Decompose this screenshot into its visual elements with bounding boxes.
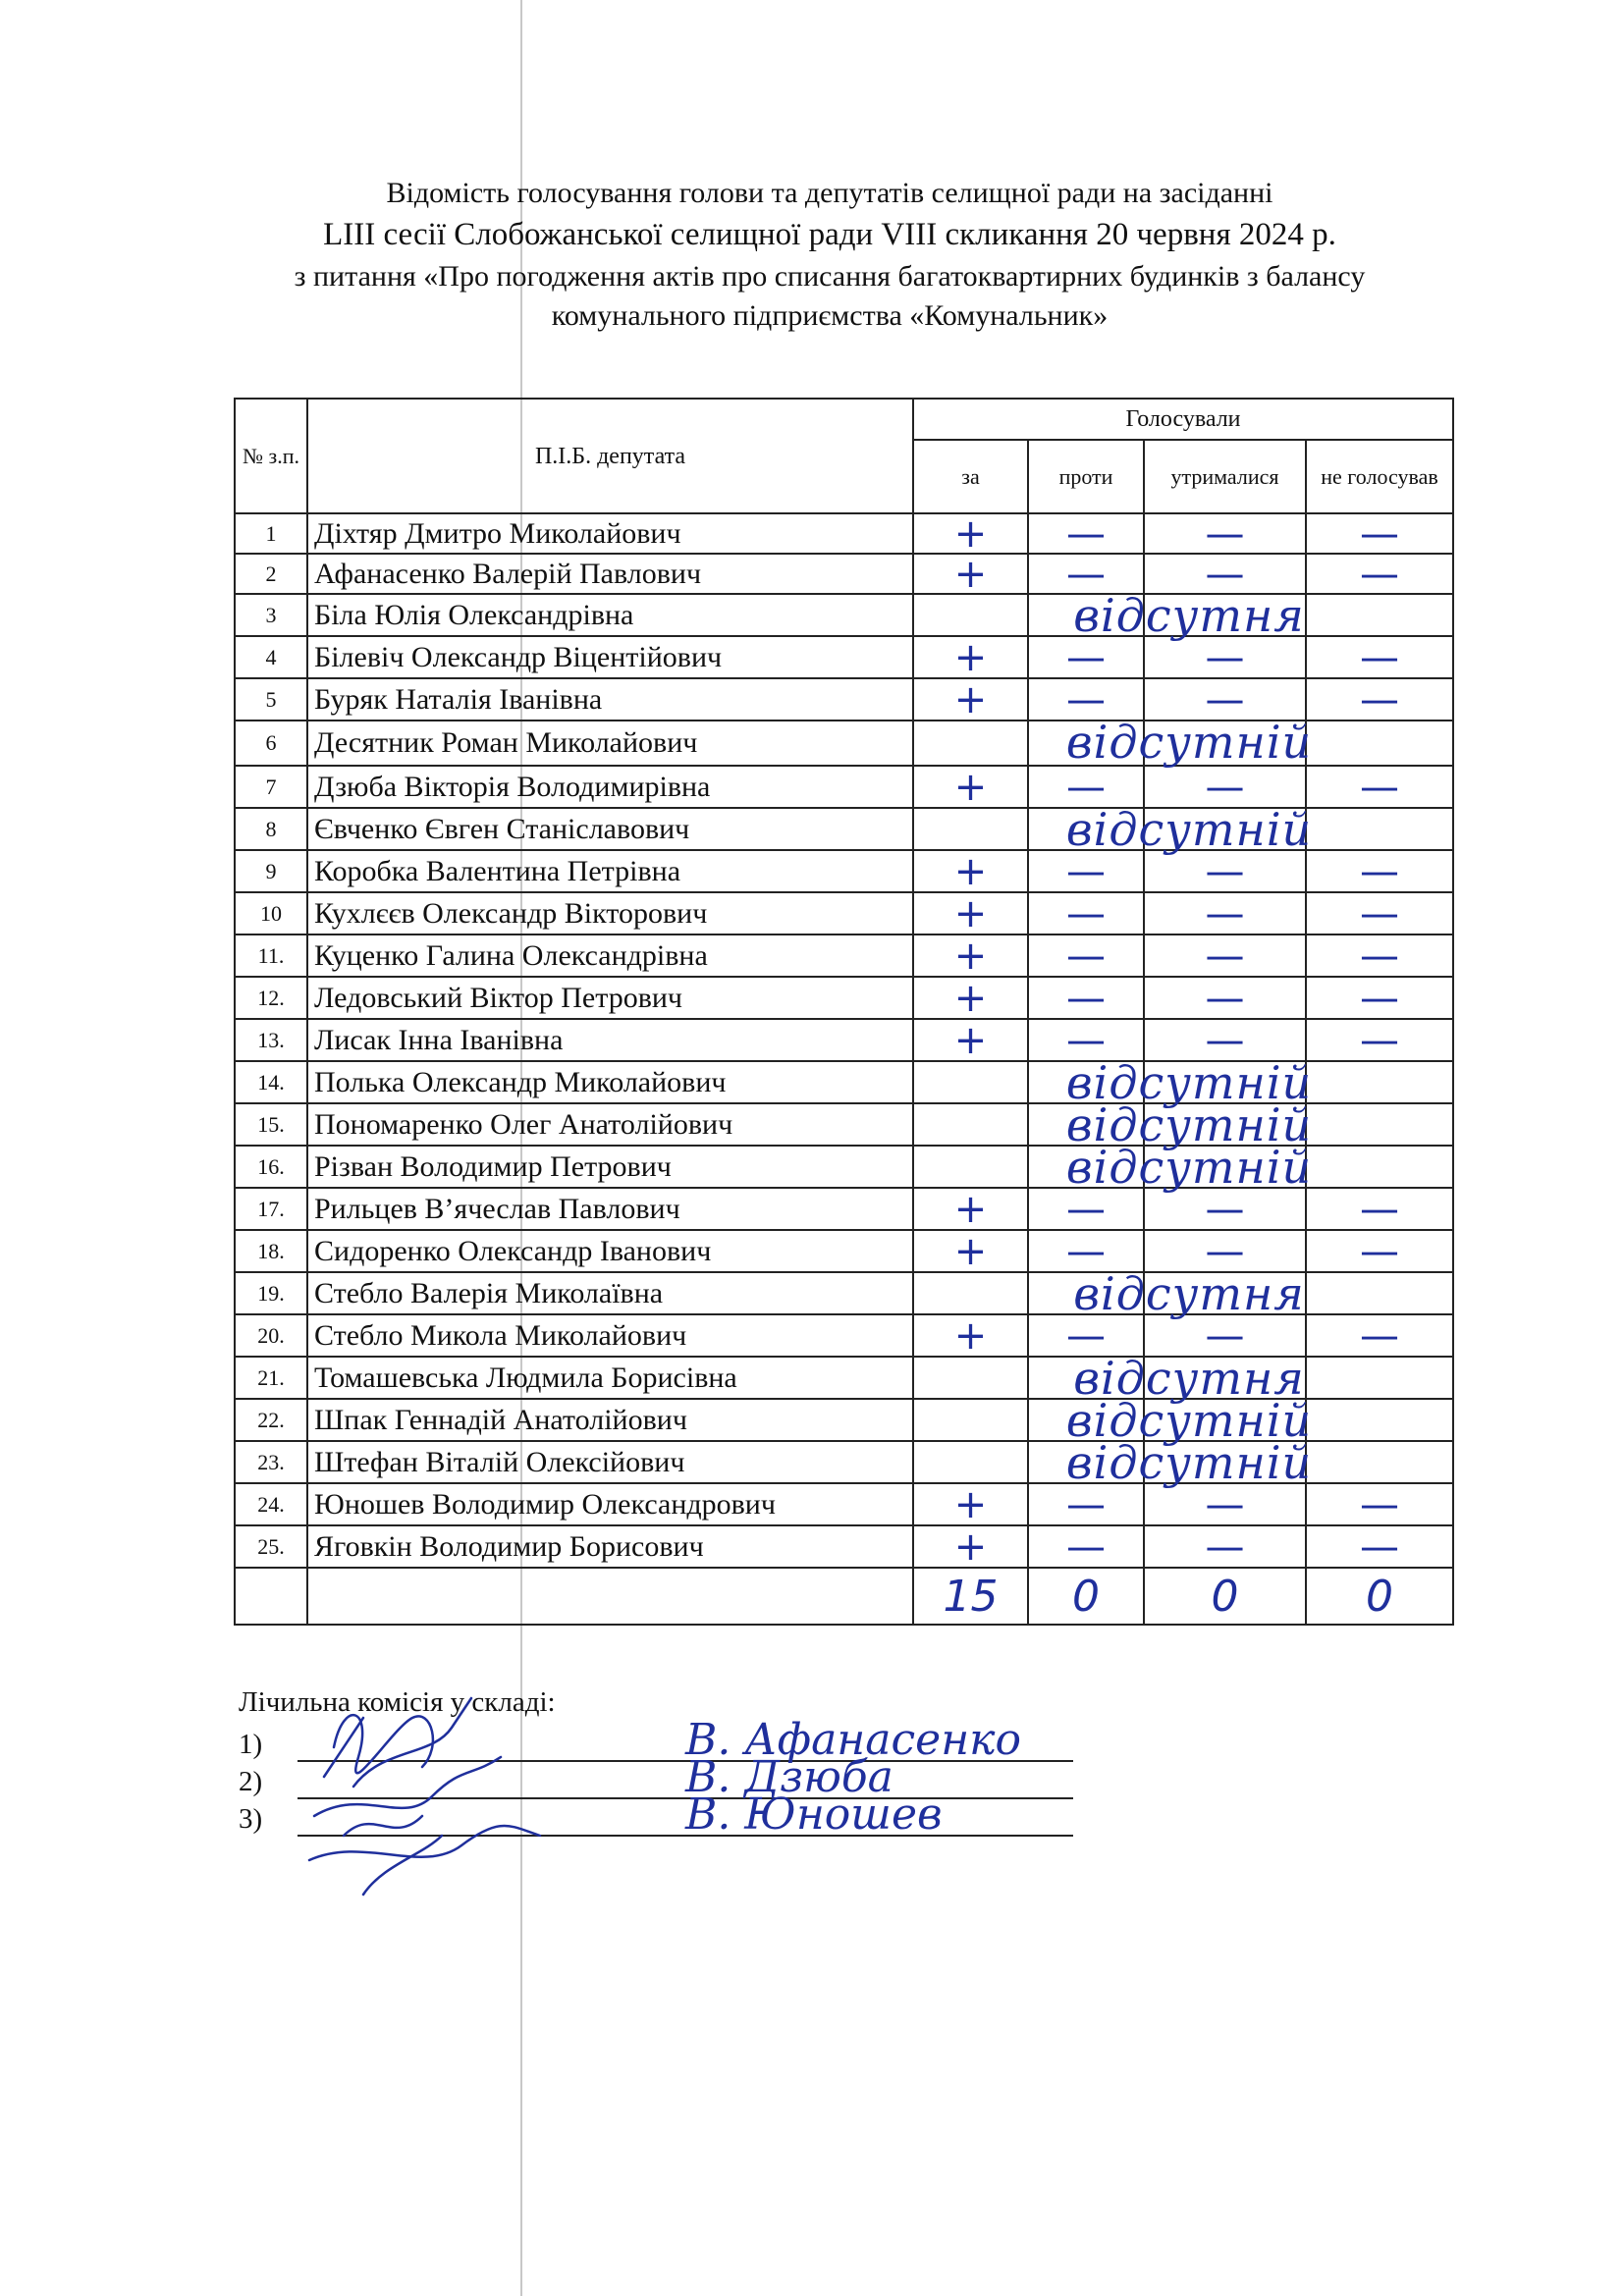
table-row xyxy=(235,1272,1453,1314)
deputy-name: Лисак Інна Іванівна xyxy=(307,1019,913,1061)
vote-mark-for: + xyxy=(953,764,988,810)
table-row xyxy=(235,1230,1453,1272)
row-number: 16. xyxy=(235,1146,307,1188)
vote-mark-notvoted: — xyxy=(1360,1312,1399,1359)
table-row xyxy=(235,1525,1453,1568)
member-handwritten-name: В. Афанасенко xyxy=(685,1715,1021,1765)
vote-mark-abstain: — xyxy=(1205,1186,1245,1232)
table-row xyxy=(235,1188,1453,1230)
signature-1-stroke xyxy=(324,1698,471,1787)
vote-mark-against: — xyxy=(1066,1481,1106,1527)
totals-empty-num xyxy=(235,1568,307,1625)
row-number: 2 xyxy=(235,554,307,594)
deputy-name: Афанасенко Валерій Павлович xyxy=(307,554,913,594)
commission-title: Лічильна комісія у складі: xyxy=(239,1686,556,1718)
vote-mark-abstain: — xyxy=(1205,676,1245,722)
signature-2 xyxy=(314,1757,501,1816)
vote-mark-notvoted: — xyxy=(1360,764,1399,810)
member-handwritten-name: В. Дзюба xyxy=(685,1752,893,1802)
row-number: 23. xyxy=(235,1441,307,1483)
row-number: 14. xyxy=(235,1061,307,1103)
vote-mark-against: — xyxy=(1066,1312,1106,1359)
vote-mark-against: — xyxy=(1066,510,1106,557)
vote-mark-notvoted: — xyxy=(1360,551,1399,597)
table-row xyxy=(235,1441,1453,1483)
table-row xyxy=(235,513,1453,554)
row-number: 22. xyxy=(235,1399,307,1441)
row-number: 12. xyxy=(235,977,307,1019)
deputy-name: Білевіч Олександр Віцентійович xyxy=(307,636,913,678)
deputy-name: Сидоренко Олександр Іванович xyxy=(307,1230,913,1272)
vote-mark-notvoted: — xyxy=(1360,848,1399,894)
totals-empty-name xyxy=(307,1568,913,1625)
table-row xyxy=(235,721,1453,766)
vote-mark-abstain: — xyxy=(1205,848,1245,894)
table-row xyxy=(235,850,1453,892)
table-row xyxy=(235,766,1453,808)
member-handwritten-name: В. Юношев xyxy=(685,1789,943,1840)
header-name: П.І.Б. депутата xyxy=(307,399,913,513)
vote-mark-notvoted: — xyxy=(1360,933,1399,979)
vote-mark-notvoted: — xyxy=(1360,1481,1399,1527)
row-number: 6 xyxy=(235,721,307,766)
vote-mark-for: + xyxy=(953,510,988,557)
row-number: 9 xyxy=(235,850,307,892)
table-row xyxy=(235,1019,1453,1061)
vote-mark-for: + xyxy=(953,676,988,722)
vote-mark-against: — xyxy=(1066,1228,1106,1274)
absent-mark: відсутній xyxy=(1065,1056,1313,1109)
row-number: 25. xyxy=(235,1525,307,1568)
header-against: проти xyxy=(1028,440,1144,513)
vote-mark-for: + xyxy=(953,1186,988,1232)
document-header xyxy=(196,175,1463,336)
deputy-name: Яговкін Володимир Борисович xyxy=(307,1525,913,1568)
deputy-name: Томашевська Людмила Борисівна xyxy=(307,1357,913,1399)
vote-mark-abstain: — xyxy=(1205,1481,1245,1527)
deputy-name: Куценко Галина Олександрівна xyxy=(307,934,913,977)
vote-mark-notvoted: — xyxy=(1360,1017,1399,1063)
header-line-4: комунального підприємства «Комунальник» xyxy=(551,299,1109,332)
signature-2-stroke xyxy=(344,1816,422,1836)
header-line-3: з питання «Про погодження актів про списання багатоквартирних будинків з балансу xyxy=(294,260,1366,293)
deputy-name: Рильцев В’ячеслав Павлович xyxy=(307,1188,913,1230)
table-row xyxy=(235,808,1453,850)
totals-row xyxy=(235,1568,1453,1625)
row-number: 3 xyxy=(235,594,307,636)
vote-mark-for: + xyxy=(953,634,988,680)
table-row xyxy=(235,1357,1453,1399)
vote-mark-for: + xyxy=(953,1481,988,1527)
table-row xyxy=(235,594,1453,636)
row-number: 20. xyxy=(235,1314,307,1357)
deputy-name: Діхтяр Дмитро Миколайович xyxy=(307,513,913,554)
vote-mark-against: — xyxy=(1066,676,1106,722)
deputy-name: Стебло Микола Миколайович xyxy=(307,1314,913,1357)
table-row xyxy=(235,1146,1453,1188)
deputy-name: Дзюба Вікторія Володимирівна xyxy=(307,766,913,808)
vote-mark-for: + xyxy=(953,890,988,936)
table-row xyxy=(235,1483,1453,1525)
header-voted: Голосували xyxy=(913,399,1453,440)
deputy-name: Біла Юлія Олександрівна xyxy=(307,594,913,636)
row-number: 10 xyxy=(235,892,307,934)
header-line-2: LIII сесії Слобожанської селищної ради VIII скликання 20 червня 2024 р. xyxy=(323,217,1336,252)
deputy-name: Євченко Євген Станіславович xyxy=(307,808,913,850)
vote-mark-against: — xyxy=(1066,933,1106,979)
commission-index: 1) xyxy=(239,1729,263,1760)
row-number: 21. xyxy=(235,1357,307,1399)
deputy-name: Буряк Наталія Іванівна xyxy=(307,678,913,721)
table-row xyxy=(235,934,1453,977)
vote-mark-abstain: — xyxy=(1205,890,1245,936)
vote-mark-abstain: — xyxy=(1205,1017,1245,1063)
vote-mark-notvoted: — xyxy=(1360,890,1399,936)
voting-table xyxy=(234,398,1454,1626)
absent-mark: відсутній xyxy=(1065,803,1313,856)
vote-mark-abstain: — xyxy=(1205,551,1245,597)
voting-rows xyxy=(235,510,1453,1570)
vote-mark-against: — xyxy=(1066,975,1106,1021)
deputy-name: Стебло Валерія Миколаївна xyxy=(307,1272,913,1314)
vote-mark-for: + xyxy=(953,1228,988,1274)
vote-mark-against: — xyxy=(1066,848,1106,894)
header-abstain: утрималися xyxy=(1144,440,1306,513)
vote-mark-against: — xyxy=(1066,1523,1106,1570)
deputy-name: Десятник Роман Миколайович xyxy=(307,721,913,766)
total-notvoted: 0 xyxy=(1366,1571,1393,1622)
commission-index: 3) xyxy=(239,1803,263,1835)
table-row xyxy=(235,892,1453,934)
vote-mark-abstain: — xyxy=(1205,634,1245,680)
table-row xyxy=(235,1061,1453,1103)
row-number: 5 xyxy=(235,678,307,721)
header-for: за xyxy=(913,440,1028,513)
table-row xyxy=(235,636,1453,678)
signature-1 xyxy=(334,1715,433,1773)
vote-mark-for: + xyxy=(953,848,988,894)
row-number: 1 xyxy=(235,513,307,554)
table-row xyxy=(235,554,1453,594)
signature-3 xyxy=(309,1826,540,1860)
vote-mark-abstain: — xyxy=(1205,764,1245,810)
deputy-name: Різван Володимир Петрович xyxy=(307,1146,913,1188)
absent-mark: відсутній xyxy=(1065,1394,1313,1447)
vote-mark-for: + xyxy=(953,975,988,1021)
absent-mark: відсутній xyxy=(1065,1141,1313,1194)
absent-mark: відсутня xyxy=(1073,1267,1305,1320)
vote-mark-notvoted: — xyxy=(1360,1523,1399,1570)
vote-mark-notvoted: — xyxy=(1360,676,1399,722)
vote-mark-against: — xyxy=(1066,764,1106,810)
vote-mark-notvoted: — xyxy=(1360,634,1399,680)
vote-mark-against: — xyxy=(1066,890,1106,936)
signature-3-stroke xyxy=(363,1836,442,1895)
deputy-name: Ледовський Віктор Петрович xyxy=(307,977,913,1019)
absent-mark: відсутня xyxy=(1073,589,1305,642)
vote-mark-against: — xyxy=(1066,634,1106,680)
absent-mark: відсутня xyxy=(1073,1352,1305,1405)
row-number: 15. xyxy=(235,1103,307,1146)
row-number: 18. xyxy=(235,1230,307,1272)
vote-mark-abstain: — xyxy=(1205,510,1245,557)
deputy-name: Полька Олександр Миколайович xyxy=(307,1061,913,1103)
signature-scribbles xyxy=(304,1688,560,1914)
vote-mark-for: + xyxy=(953,1017,988,1063)
deputy-name: Коробка Валентина Петрівна xyxy=(307,850,913,892)
row-number: 7 xyxy=(235,766,307,808)
row-number: 19. xyxy=(235,1272,307,1314)
vote-mark-abstain: — xyxy=(1205,1312,1245,1359)
vote-mark-notvoted: — xyxy=(1360,975,1399,1021)
table-row xyxy=(235,1399,1453,1441)
vote-mark-abstain: — xyxy=(1205,1228,1245,1274)
absent-mark: відсутній xyxy=(1065,716,1313,769)
vote-mark-against: — xyxy=(1066,1186,1106,1232)
row-number: 17. xyxy=(235,1188,307,1230)
vote-mark-against: — xyxy=(1066,551,1106,597)
absent-mark: відсутній xyxy=(1065,1436,1313,1489)
deputy-name: Кухлєєв Олександр Вікторович xyxy=(307,892,913,934)
total-for: 15 xyxy=(943,1571,999,1622)
row-number: 11. xyxy=(235,934,307,977)
vote-mark-for: + xyxy=(953,1312,988,1359)
vote-mark-against: — xyxy=(1066,1017,1106,1063)
header-num: № з.п. xyxy=(235,399,307,513)
vote-mark-for: + xyxy=(953,551,988,597)
total-against: 0 xyxy=(1072,1571,1100,1622)
vote-mark-notvoted: — xyxy=(1360,1228,1399,1274)
row-number: 4 xyxy=(235,636,307,678)
row-number: 24. xyxy=(235,1483,307,1525)
vote-mark-for: + xyxy=(953,1523,988,1570)
table-row xyxy=(235,977,1453,1019)
total-abstain: 0 xyxy=(1211,1571,1239,1622)
deputy-name: Шпак Геннадій Анатолійович xyxy=(307,1399,913,1441)
table-row xyxy=(235,678,1453,721)
header-line-1: Відомість голосування голови та депутатів селищної ради на засіданні xyxy=(386,177,1273,209)
row-number: 13. xyxy=(235,1019,307,1061)
vote-mark-abstain: — xyxy=(1205,933,1245,979)
vote-mark-notvoted: — xyxy=(1360,510,1399,557)
vote-mark-for: + xyxy=(953,933,988,979)
header-notvoted: не голосував xyxy=(1306,440,1453,513)
commission-index: 2) xyxy=(239,1766,263,1797)
row-number: 8 xyxy=(235,808,307,850)
deputy-name: Штефан Віталій Олексійович xyxy=(307,1441,913,1483)
table-row xyxy=(235,1103,1453,1146)
vote-mark-abstain: — xyxy=(1205,1523,1245,1570)
deputy-name: Пономаренко Олег Анатолійович xyxy=(307,1103,913,1146)
deputy-name: Юношев Володимир Олександрович xyxy=(307,1483,913,1525)
vote-mark-abstain: — xyxy=(1205,975,1245,1021)
table-row xyxy=(235,1314,1453,1357)
vote-mark-notvoted: — xyxy=(1360,1186,1399,1232)
absent-mark: відсутній xyxy=(1065,1098,1313,1151)
